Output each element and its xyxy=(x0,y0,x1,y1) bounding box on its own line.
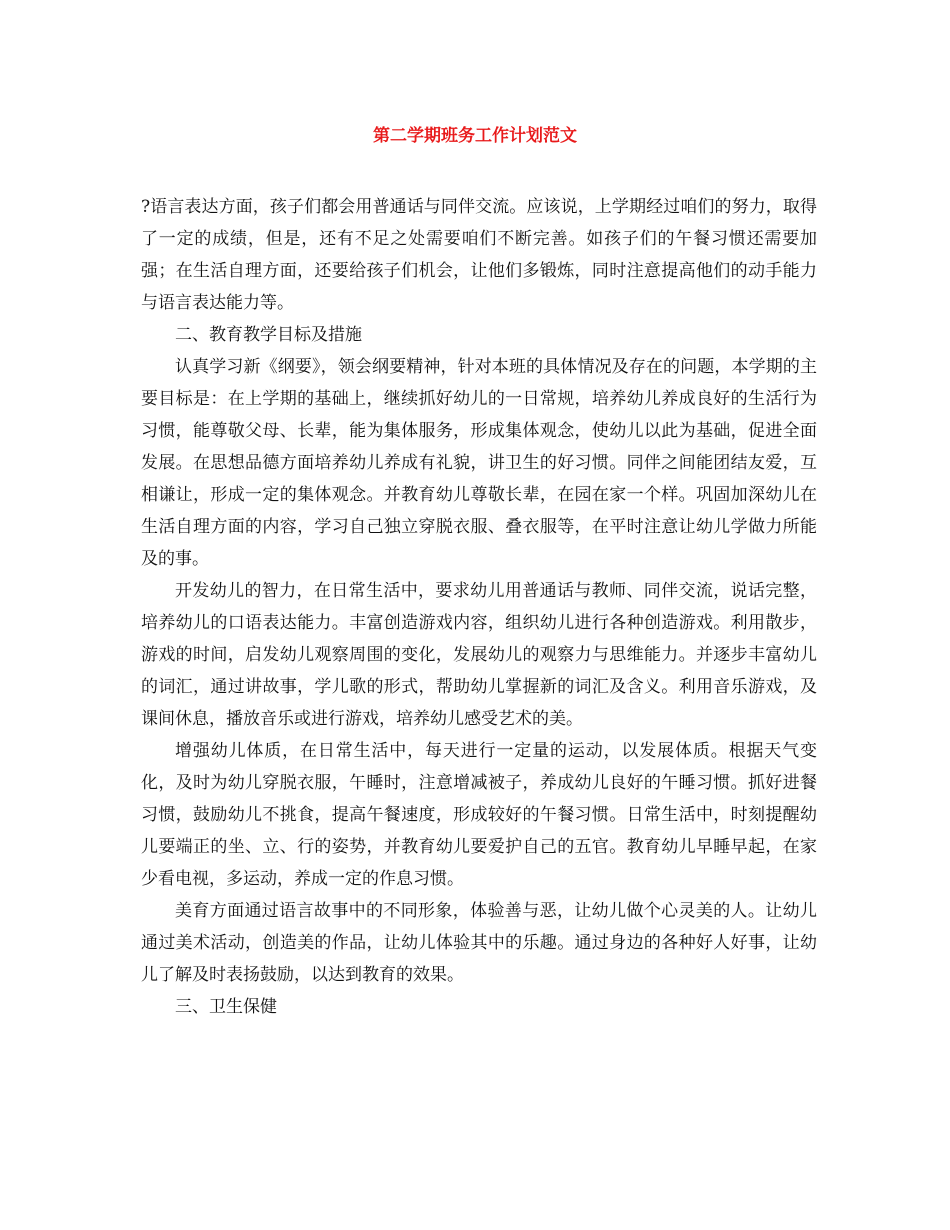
document-body xyxy=(141,191,817,1023)
section-heading-health-care: 三、卫生保健 xyxy=(175,997,277,1017)
paragraph-language-expression: ?语言表达方面，孩子们都会用普通话与同伴交流。应该说，上学期经过咱们的努力，取得了一定的成绩，但是，还有不足之处需要咱们不断完善。如孩子们的午餐习惯还需要加强；在生活自理方面，还要给孩子们机会，让他们多锻炼，同时注意提高他们的动手能力与语言表达能力等。 xyxy=(141,197,817,313)
document-title: 第二学期班务工作计划范文 xyxy=(373,126,577,146)
paragraph-study-outline: 认真学习新《纲要》，领会纲要精神，针对本班的具体情况及存在的问题，本学期的主要目标是：在上学期的基础上，继续抓好幼儿的一日常规，培养幼儿养成良好的生活行为习惯，能尊敬父母、长辈，能为集体服务，形成集体观念，使幼儿以此为基础，促进全面发展。在思想品德方面培养幼儿养成有礼貌，讲卫生的好习惯。同伴之间能团结友爱，互相谦让，形成一定的集体观念。并教育幼儿尊敬长辈，在园在家一个样。巩固加深幼儿在生活自理方面的内容，学习自己独立穿脱衣服、叠衣服等，在平时注意让幼儿学做力所能及的事。 xyxy=(141,357,817,569)
paragraph-physical-fitness: 增强幼儿体质，在日常生活中，每天进行一定量的运动，以发展体质。根据天气变化，及时为幼儿穿脱衣服，午睡时，注意增减被子，养成幼儿良好的午睡习惯。抓好进餐习惯，鼓励幼儿不挑食，提高午餐速度，形成较好的午餐习惯。日常生活中，时刻提醒幼儿要端正的坐、立、行的姿势，并教育幼儿要爱护自己的五官。教育幼儿早睡早起，在家少看电视，多运动，养成一定的作息习惯。 xyxy=(141,741,817,889)
paragraph-intellectual-development: 开发幼儿的智力，在日常生活中，要求幼儿用普通话与教师、同伴交流，说话完整，培养幼儿的口语表达能力。丰富创造游戏内容，组织幼儿进行各种创造游戏。利用散步，游戏的时间，启发幼儿观察周围的变化，发展幼儿的观察力与思维能力。并逐步丰富幼儿的词汇，通过讲故事，学儿歌的形式，帮助幼儿掌握新的词汇及含义。利用音乐游戏，及课间休息，播放音乐或进行游戏，培养幼儿感受艺术的美。 xyxy=(141,581,817,729)
section-heading-education-goals: 二、教育教学目标及措施 xyxy=(175,325,362,345)
paragraph-aesthetic-education: 美育方面通过语言故事中的不同形象，体验善与恶，让幼儿做个心灵美的人。让幼儿通过美术活动，创造美的作品，让幼儿体验其中的乐趣。通过身边的各种好人好事，让幼儿了解及时表扬鼓励，以达到教育的效果。 xyxy=(141,901,817,985)
